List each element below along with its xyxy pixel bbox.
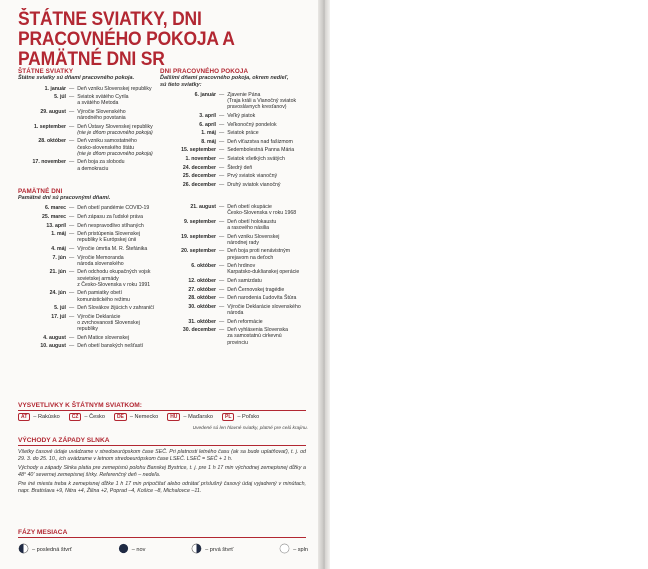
country-code-badge: CZ: [69, 413, 82, 421]
holiday-name: — Sviatok svätého Cyrila a svätého Metoda: [77, 94, 129, 107]
state-holidays-column: [18, 68, 158, 352]
holiday-name: — Štedrý deň: [227, 164, 253, 171]
holiday-date: 6. marec: [44, 205, 66, 212]
holiday-date: 6. január: [194, 92, 216, 98]
holiday-name: — Deň obetí holokaustu a rasového násilia: [227, 218, 277, 231]
list-item: [160, 156, 310, 162]
memorial-days-subtitle: Pamätné dni sú pracovnými dňami.: [18, 194, 111, 201]
holiday-name: — Deň boja za slobodu a demokraciu: [77, 159, 125, 172]
holiday-date: 3. apríl: [199, 113, 216, 119]
new-moon-icon: [118, 543, 129, 556]
moon-phase-item: [18, 543, 72, 556]
memorial-days-list: [18, 205, 158, 349]
holiday-name: — Deň Ústavy Slovenskej republiky (nie je dňom pracovného pokoja): [77, 123, 153, 136]
holiday-name: — Deň narodenia Ľudovíta Štúra: [227, 295, 297, 302]
holiday-date: 1. január: [44, 85, 66, 92]
moon-phase-label: – nov: [131, 546, 146, 553]
list-item: [160, 147, 310, 153]
book-gutter: [318, 0, 330, 569]
country-code-badge: HU: [167, 413, 180, 421]
holiday-date: 5. júl: [54, 305, 66, 312]
holiday-date: 21. august: [190, 203, 216, 210]
holiday-name: — Deň obetí banských nešťastí: [77, 343, 144, 350]
holiday-name: — Deň Černovskej tragédie: [227, 286, 285, 293]
sun-rule: [18, 445, 306, 446]
holiday-date: 5. júl: [54, 94, 66, 101]
holiday-date: 21. jún: [49, 269, 66, 276]
holiday-name: — Deň vzniku samostatného česko-slovenského štátu (nie je dňom pracovného pokoja): [77, 138, 153, 157]
list-item: [160, 234, 310, 246]
country-name: – Česko: [84, 414, 105, 420]
list-item: [160, 327, 310, 346]
list-item: [160, 113, 310, 119]
holiday-name: — Deň obetí okupácie Česko-Slovenska v roku 1968: [227, 203, 297, 217]
rest-days-list: [160, 92, 310, 188]
holiday-date: 29. august: [40, 108, 66, 115]
last-quarter-icon: [18, 543, 29, 556]
holiday-name: — Deň hrdinov Karpatsko-duklianskej operácie: [227, 263, 300, 276]
holiday-date: 24. december: [182, 164, 216, 171]
sun-text: [18, 449, 306, 497]
holiday-date: 13. apríl: [46, 222, 66, 229]
legend-rule: [18, 410, 306, 411]
legend-item: [222, 413, 259, 421]
rest-days-heading: DNI PRACOVNÉHO POKOJA: [160, 68, 249, 75]
moon-phase-label: – posledná štvrť: [32, 546, 73, 553]
holiday-name: — Výročie Deklarácie o zvrchovanosti Slovenskej republiky: [77, 313, 140, 333]
list-item: [18, 109, 158, 121]
holiday-date: 19. september: [181, 233, 216, 240]
holiday-name: — Sviatok práce: [227, 130, 259, 137]
list-item: [18, 343, 158, 349]
moon-phase-label: – spln: [293, 546, 308, 553]
holiday-date: 31. október: [188, 318, 216, 325]
holiday-name: — Veľký piatok: [227, 113, 256, 119]
holiday-name: — Deň reformácie: [227, 318, 263, 325]
holiday-date: 25. marec: [42, 213, 66, 220]
holiday-name: — Veľkonočný pondelok: [227, 121, 277, 128]
list-item: [18, 138, 158, 157]
list-item: [160, 287, 310, 293]
list-item: [160, 204, 310, 216]
holiday-date: 9. september: [183, 218, 216, 225]
legend-item: [18, 413, 60, 421]
country-name: – Nemecko: [129, 414, 159, 420]
list-item: [18, 246, 158, 252]
list-item: [18, 305, 158, 311]
holiday-note: (nie je dňom pracovného pokoja): [77, 129, 153, 136]
holiday-date: 1. máj: [201, 130, 216, 137]
list-item: [18, 290, 158, 302]
list-item: [160, 304, 310, 316]
moon-phase-item: [279, 543, 308, 556]
holiday-date: 17. júl: [51, 313, 66, 320]
holiday-name: — Deň pristúpenia Slovenskej republiky k Európskej únii: [77, 231, 141, 244]
holiday-name: — Sviatok všetkých svätých: [227, 155, 285, 162]
holiday-date: 4. máj: [51, 245, 66, 252]
holiday-name: — Deň samizdatu: [227, 277, 262, 284]
holiday-note: (nie je dňom pracovného pokoja): [77, 150, 153, 157]
holiday-name: — Druhý sviatok vianočný: [227, 181, 281, 188]
legend-heading: VYSVETLIVKY K ŠTÁTNYM SVIATKOM:: [18, 402, 142, 409]
holiday-date: 17. november: [32, 159, 66, 166]
holiday-name: — Prvý sviatok vianočný: [227, 173, 278, 180]
list-item: [18, 335, 158, 341]
holiday-name: — Deň víťazstva nad fašizmom: [227, 138, 293, 145]
holiday-date: 1. september: [33, 123, 66, 130]
list-item: [18, 223, 158, 229]
list-item: [18, 205, 158, 211]
holiday-date: 6. október: [191, 263, 216, 270]
right-page: [327, 0, 648, 569]
list-item: [18, 124, 158, 136]
legend-row: [18, 413, 259, 421]
list-item: [160, 182, 310, 188]
country-name: – Poľsko: [237, 414, 260, 420]
list-item: [160, 219, 310, 231]
list-item: [18, 255, 158, 267]
moon-phase-item: [191, 543, 233, 556]
holiday-date: 4. august: [43, 334, 66, 341]
country-code-badge: DE: [114, 413, 127, 421]
holiday-name: — Zjavenie Pána (Traja králi a Vianočný sviatok pravoslávnych kresťanov): [227, 92, 297, 111]
holiday-name: — Výročie Deklarácie slovenského národa: [227, 303, 301, 316]
holiday-name: — Deň obetí pandémie COVID-19: [77, 205, 150, 212]
country-code-badge: AT: [18, 413, 30, 421]
state-holidays-list: [18, 86, 158, 172]
holiday-date: 26. december: [182, 181, 216, 188]
holiday-date: 1. máj: [51, 231, 66, 238]
holiday-date: 7. jún: [52, 254, 66, 261]
holiday-date: 1. november: [185, 155, 216, 162]
moon-rule: [18, 537, 306, 538]
holiday-date: 28. október: [188, 295, 216, 302]
holiday-name: — Deň nespravodlivo stíhaných: [77, 222, 144, 229]
country-name: – Rakúsko: [33, 414, 60, 420]
list-item: [18, 86, 158, 92]
list-item: [160, 248, 310, 260]
holiday-name: — Deň odchodu okupačných vojsk sovietskej armády z Česko-Slovenska v roku 1991: [77, 269, 151, 288]
moon-phases-row: [18, 543, 308, 556]
list-item: [160, 295, 310, 301]
legend-item: [114, 413, 158, 421]
sun-heading: VÝCHODY A ZÁPADY SLNKA: [18, 437, 110, 444]
list-item: [160, 165, 310, 171]
full-moon-icon: [279, 543, 290, 556]
list-item: [160, 319, 310, 325]
country-code-badge: PL: [222, 413, 234, 421]
holiday-date: 8. máj: [201, 138, 216, 145]
list-item: [18, 314, 158, 333]
memorial-days-list-continued: [160, 204, 310, 346]
country-name: – Maďarsko: [183, 414, 213, 420]
list-item: [18, 214, 158, 220]
list-item: [18, 159, 158, 171]
list-item: [160, 92, 310, 111]
sun-paragraph: Východy a západy Slnka platia pre zemepisnú polohu Banskej Bystrice, t. j. pre 1 h 17 min východnej zemepisnej dĺžky a 48° 40' severnej zemepisnej šírky. Referenčný deň – nedeľa.: [18, 465, 306, 478]
legend-item: [167, 413, 213, 421]
holiday-name: — Výročie Slovenského národného povstania: [77, 108, 126, 122]
rest-days-subtitle: Ďalšími dňami pracovného pokoja, okrem nedieľ, sú tieto sviatky:: [160, 75, 289, 88]
legend-note: Uvedené sú len hlavné sviatky, platné pre celú krajinu.: [192, 426, 308, 431]
list-item: [18, 94, 158, 106]
moon-phase-item: [118, 543, 146, 556]
list-item: [160, 173, 310, 179]
page-title: ŠTÁTNE SVIATKY, DNI PRACOVNÉHO POKOJA A PAMÄTNÉ DNI SR: [18, 9, 235, 70]
holiday-date: 15. september: [181, 147, 216, 154]
list-item: [18, 269, 158, 288]
list-item: [160, 278, 310, 284]
rest-days-column: [160, 68, 310, 348]
moon-heading: FÁZY MESIACA: [18, 529, 68, 536]
holiday-name: — Deň vzniku Slovenskej republiky: [77, 85, 152, 92]
sun-paragraph: Pre iné miesta treba k zemepisnej dĺžke 1 h 17 min pripočítať alebo odrátať príslušný časový údaj vyjadrený v minútach, napr. Bratislava +9, Nitra +4, Žilina +2, Poprad –4, Košice –8, Michalovce –11.: [18, 481, 306, 494]
sun-paragraph: Všetky časové údaje uvádzame v stredoeurópskom čase SEČ. Pri platnosti letného času (ak sa bude uplatňovať), t. j. od 29. 3. do 25. 10., ich uvádzame v letnom stredoeurópskom čase LSEČ. LSEČ = SEČ + 1 h.: [18, 449, 306, 462]
holiday-date: 12. október: [188, 277, 216, 284]
holiday-name: — Deň boja proti nenávistným prejavom na deťoch: [227, 248, 291, 261]
holiday-date: 24. jún: [49, 290, 66, 297]
holiday-date: 20. september: [181, 248, 216, 255]
holiday-name: — Deň pamiatky obetí komunistického režimu: [77, 290, 130, 303]
list-item: [18, 231, 158, 243]
holiday-name: — Deň vzniku Slovenskej národnej rady: [227, 233, 280, 246]
holiday-date: 30. október: [188, 303, 216, 310]
memorial-days-heading: PAMÄTNÉ DNI: [18, 187, 63, 195]
holiday-name: — Výročie úmrtia M. R. Štefánika: [77, 245, 148, 252]
legend-item: [69, 413, 105, 421]
holiday-date: 10. august: [40, 343, 66, 350]
moon-phase-label: – prvá štvrť: [205, 546, 234, 553]
holiday-name: — Sedembolestná Panna Mária: [227, 147, 295, 154]
state-holidays-heading: ŠTÁTNE SVIATKY: [18, 68, 74, 75]
holiday-date: 28. október: [38, 138, 66, 145]
list-item: [160, 122, 310, 128]
holiday-name: — Deň Slovákov žijúcich v zahraničí: [77, 305, 155, 312]
holiday-name: — Deň vyhlásenia Slovenska za samostatnú cirkevnú provinciu: [227, 327, 289, 346]
state-holidays-subtitle: Štátne sviatky sú dňami pracovného pokoja.: [18, 75, 135, 81]
holiday-name: — Výročie Memoranda národa slovenského: [77, 254, 124, 267]
holiday-name: — Deň zápasu za ľudské práva: [77, 213, 144, 220]
holiday-date: 30. december: [182, 327, 216, 334]
holiday-date: 25. december: [182, 173, 216, 180]
holiday-date: 6. apríl: [199, 121, 216, 128]
holiday-name: — Deň Matice slovenskej: [77, 334, 130, 341]
first-quarter-icon: [191, 543, 202, 556]
list-item: [160, 139, 310, 145]
list-item: [160, 130, 310, 136]
holiday-date: 27. október: [188, 286, 216, 293]
list-item: [160, 263, 310, 275]
